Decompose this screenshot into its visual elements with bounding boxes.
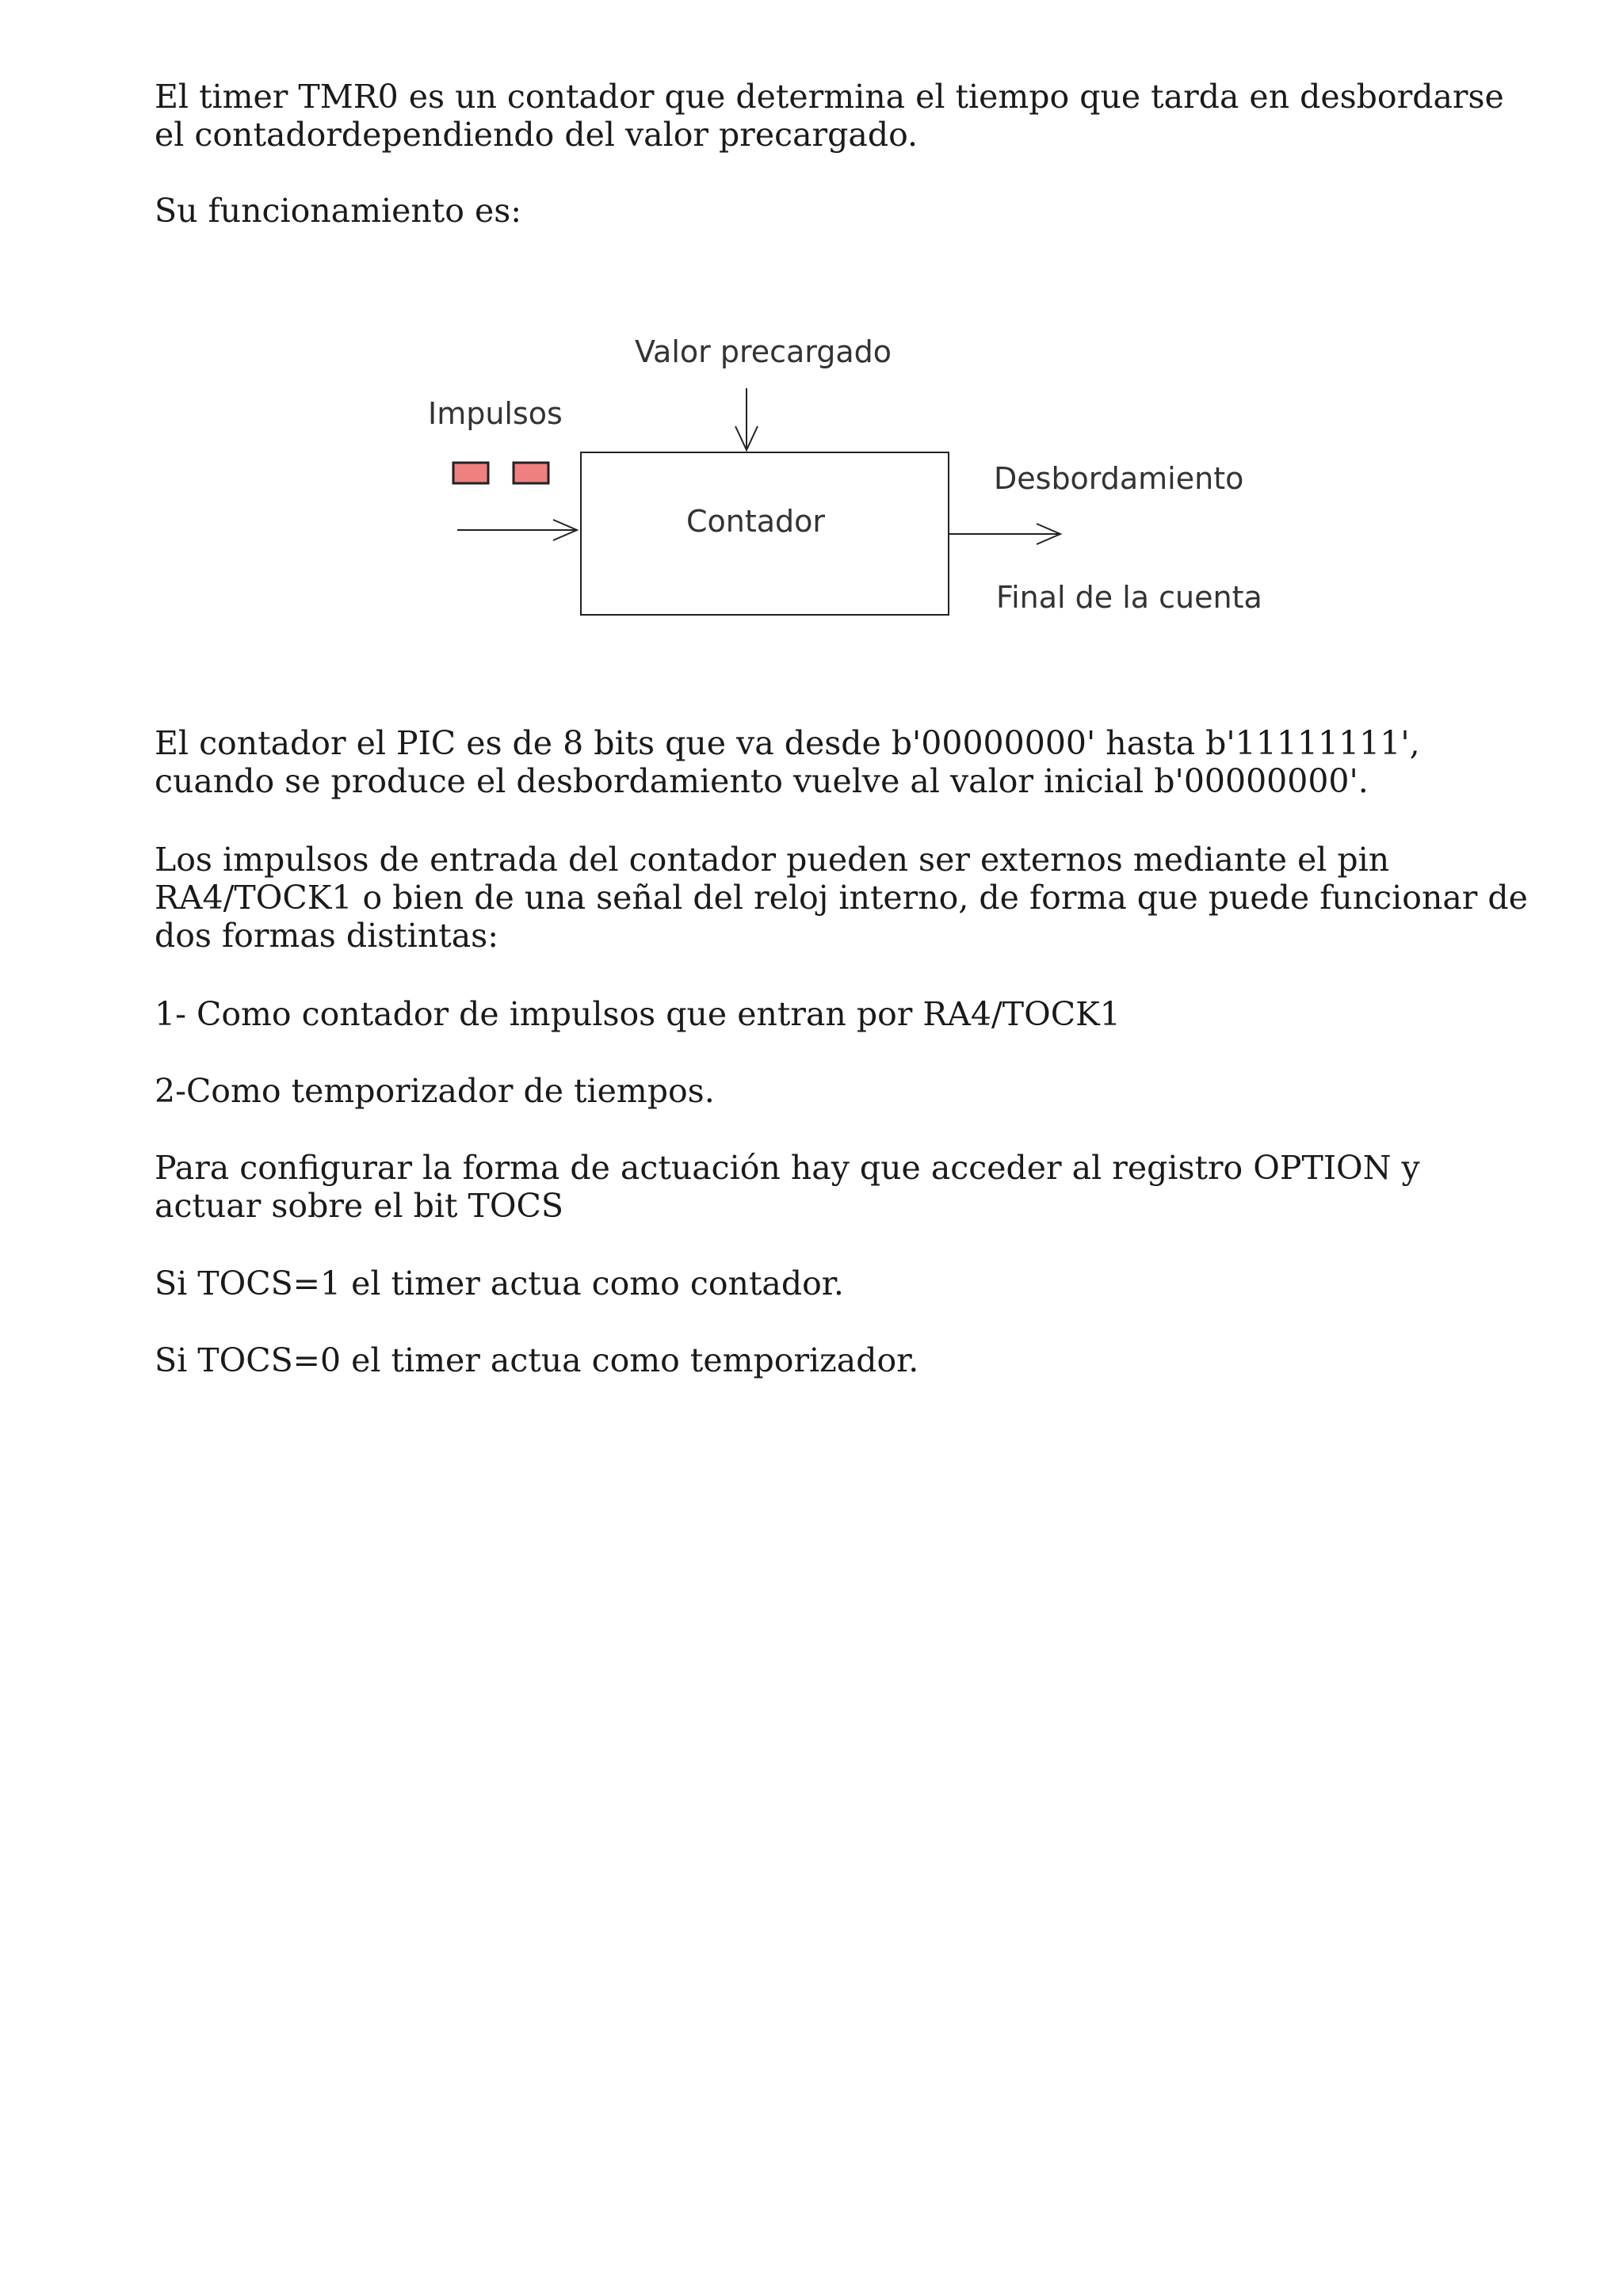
tocs-counter-line bbox=[155, 1264, 1565, 1302]
option-register-paragraph bbox=[155, 1149, 1565, 1225]
tmr0-diagram bbox=[412, 325, 1284, 642]
end-label: Final de la cuenta bbox=[996, 580, 1262, 615]
tocs-timer-text: Si TOCS=0 el timer actua como temporizador. bbox=[155, 1341, 919, 1379]
input-pulses-paragraph bbox=[155, 841, 1565, 955]
counter-range-paragraph bbox=[155, 724, 1565, 800]
mode-item-1 bbox=[155, 995, 1565, 1033]
tocs-timer-line bbox=[155, 1341, 1565, 1379]
pulses-label: Impulsos bbox=[428, 396, 563, 431]
pulse-block-1 bbox=[453, 463, 488, 483]
intro-text: El timer TMR0 es un contador que determina el tiempo que tarda en desbordarse el contadordependiendo del valor precargado. bbox=[155, 78, 1504, 154]
preload-label: Valor precargado bbox=[635, 334, 892, 369]
pulse-block-2 bbox=[514, 463, 548, 483]
mode-item-2-text: 2-Como temporizador de tiempos. bbox=[155, 1072, 715, 1110]
counter-range-text: El contador el PIC es de 8 bits que va desde b'00000000' hasta b'11111111', cuando se produce el desbordamiento vuelve al valor inicial b'00000000'. bbox=[155, 724, 1420, 800]
lead-paragraph bbox=[155, 192, 1565, 230]
tocs-counter-text: Si TOCS=1 el timer actua como contador. bbox=[155, 1264, 844, 1302]
mode-item-1-text: 1- Como contador de impulsos que entran por RA4/TOCK1 bbox=[155, 995, 1121, 1033]
intro-paragraph bbox=[155, 78, 1565, 154]
option-register-text: Para configurar la forma de actuación hay que acceder al registro OPTION y actuar sobre el bit TOCS bbox=[155, 1149, 1420, 1225]
mode-item-2 bbox=[155, 1072, 1565, 1110]
input-pulses-text: Los impulsos de entrada del contador pueden ser externos mediante el pin RA4/TOCK1 o bien de una señal del reloj interno, de forma que puede funcionar de dos formas distintas: bbox=[155, 841, 1528, 955]
lead-text: Su funcionamiento es: bbox=[155, 192, 522, 230]
overflow-label: Desbordamiento bbox=[994, 461, 1244, 496]
counter-label: Contador bbox=[686, 504, 826, 539]
